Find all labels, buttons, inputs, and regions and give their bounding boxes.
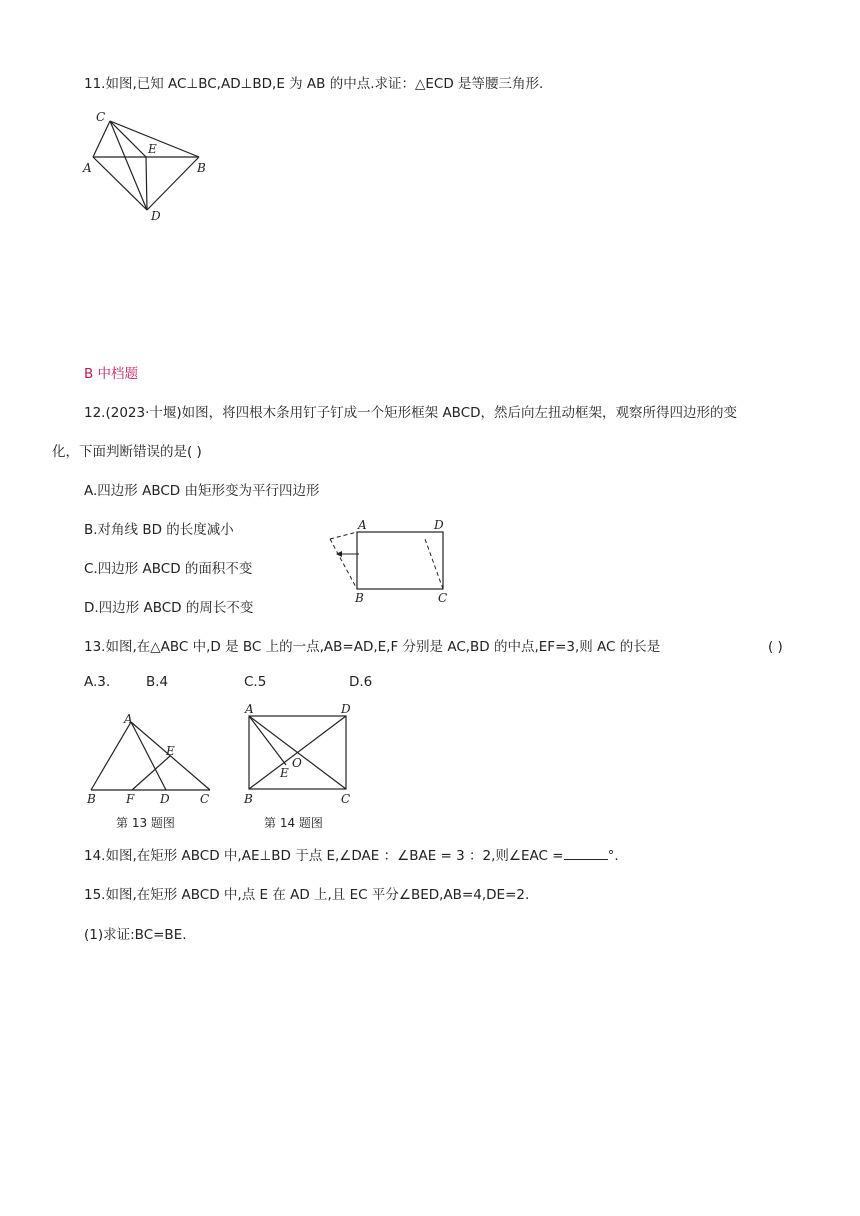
q11-label-e: E: [148, 142, 157, 156]
q11-label-c: C: [96, 110, 106, 124]
q12-label-b: B: [355, 591, 364, 605]
q12-option-b: B.对角线 BD 的长度减小: [84, 522, 234, 538]
q13-label-c: C: [200, 792, 210, 806]
q15-part1: (1)求证:BC=BE.: [84, 927, 187, 943]
q12-label-a: A: [358, 518, 367, 532]
q12-option-c: C.四边形 ABCD 的面积不变: [84, 561, 253, 577]
q14-text: [84, 845, 619, 866]
q13-label-e: E: [166, 744, 175, 758]
q14-degree-suffix: °.: [607, 848, 619, 864]
q14-figure: [242, 702, 362, 834]
q13-answer-paren: ( ): [768, 639, 783, 655]
q12-text-line2: 化，下面判断错误的是( ): [52, 444, 202, 460]
q14-caption: 第 14 题图: [264, 816, 323, 830]
q13-option-b: B.4: [146, 674, 169, 690]
q13-option-a: A.3.: [84, 674, 111, 690]
q14-answer-blank[interactable]: [564, 845, 608, 860]
q13-label-d: D: [160, 792, 170, 806]
q14-label-o: O: [292, 756, 302, 770]
q13-option-c: C.5: [244, 674, 267, 690]
q12-figure: [325, 518, 455, 606]
q13-caption: 第 13 题图: [116, 816, 175, 830]
q12-text-line1: 12.(2023·十堰)如图，将四根木条用钉子钉成一个矩形框架 ABCD，然后向左扭动框架，观察所得四边形的变: [84, 405, 738, 421]
q13-option-d: D.6: [349, 674, 373, 690]
q14-label-a: A: [245, 702, 254, 716]
q12-option-a: A.四边形 ABCD 由矩形变为平行四边形: [84, 483, 320, 499]
q13-label-a: A: [124, 712, 133, 726]
q11-figure: [80, 108, 220, 223]
q14-label-b: B: [244, 792, 253, 806]
q12-label-c: C: [438, 591, 448, 605]
q11-label-a: A: [83, 161, 92, 175]
q11-label-b: B: [197, 161, 206, 175]
section-heading: B 中档题: [84, 366, 139, 382]
q13-label-b: B: [87, 792, 96, 806]
q14-label-c: C: [341, 792, 351, 806]
q11-text: 11.如图,已知 AC⊥BC,AD⊥BD,E 为 AB 的中点.求证：△ECD 是等腰三角形.: [84, 76, 544, 92]
q13-figure: [84, 710, 224, 834]
q12-option-d: D.四边形 ABCD 的周长不变: [84, 600, 254, 616]
q14-label-d: D: [341, 702, 351, 716]
q13-text: 13.如图,在△ABC 中,D 是 BC 上的一点,AB=AD,E,F 分别是 AC,BD 的中点,EF=3,则 AC 的长是: [84, 639, 661, 655]
q13-label-f: F: [126, 792, 135, 806]
q14-label-e: E: [280, 766, 289, 780]
q14-question: 14.如图,在矩形 ABCD 中,AE⊥BD 于点 E,∠DAE ：∠BAE = 3 ：2,则∠EAC =: [84, 848, 564, 864]
q11-label-d: D: [151, 209, 161, 223]
q12-label-d: D: [434, 518, 444, 532]
q15-text: 15.如图,在矩形 ABCD 中,点 E 在 AD 上,且 EC 平分∠BED,AB=4,DE=2.: [84, 887, 530, 903]
